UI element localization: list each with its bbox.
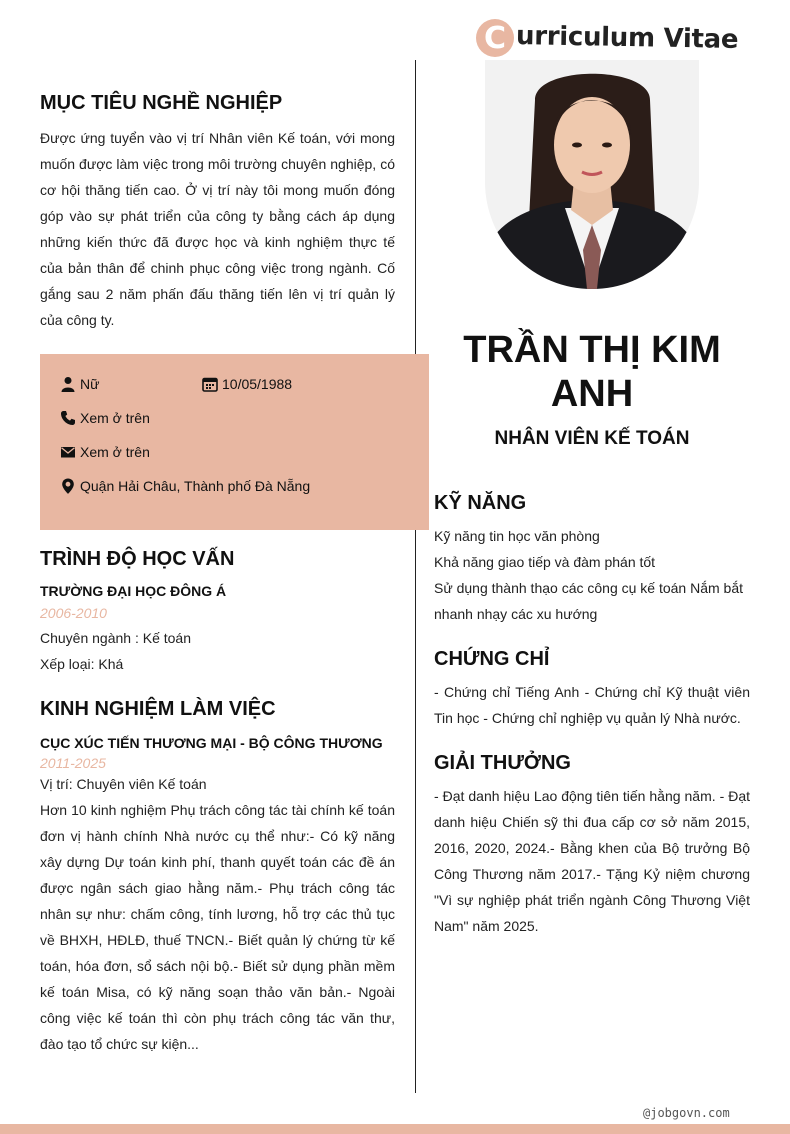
education-title: TRÌNH ĐỘ HỌC VẤN (40, 548, 235, 570)
experience-title: KINH NGHIỆM LÀM VIỆC (40, 698, 276, 720)
skills-title: KỸ NĂNG (434, 492, 527, 514)
email-row (60, 444, 150, 460)
cv-logo (476, 16, 738, 60)
objective-text: Được ứng tuyển vào vị trí Nhân viên Kế toán, với mong muốn được làm việc trong môi trường chuyên nghiệp, có cơ hội thăng tiến cao. Ở vị trí này tôi mong muốn đóng góp vào sự phát triển của công ty bằng cách áp dụng những kiến thức đã được học và kinh nghiệm thực tế của bản thân để chinh phục công việc trong ngành. Cố gắng sau 2 năm phấn đấu thăng tiến lên vị trí quản lý của công ty. (40, 130, 395, 328)
address-value: Quận Hải Châu, Thành phố Đà Nẵng (80, 478, 311, 494)
user-icon (60, 376, 76, 392)
gender-value: Nữ (80, 376, 100, 392)
education-major: Chuyên ngành : Kế toán (40, 630, 192, 646)
experience-position: Vị trí: Chuyên viên Kế toán (40, 776, 207, 792)
mail-icon (60, 444, 76, 460)
footer-bar (0, 1124, 790, 1134)
logo-letter: C (476, 19, 514, 57)
awards-text: - Đạt danh hiệu Lao động tiên tiến hằng năm. - Đạt danh hiệu Chiến sỹ thi đua cấp cơ sở năm 2015, 2016, 2020, 2024.- Bằng khen của Bộ trưởng Bộ Công Thương năm 2017.- Tặng Kỷ niệm chương "Vì sự nghiệp phát triển ngành Công Thương Việt Nam" năm 2025. (434, 788, 750, 934)
footer-credit: @jobgovn.com (643, 1106, 730, 1120)
education-period: 2006-2010 (40, 605, 107, 621)
skills-section (434, 492, 750, 627)
education-section (40, 548, 395, 677)
skill-item: Sử dụng thành thạo các công cụ kế toán Nắm bắt nhanh nhạy các xu hướng (434, 580, 744, 622)
phone-value: Xem ở trên (80, 410, 150, 426)
candidate-role: NHÂN VIÊN KẾ TOÁN (494, 428, 690, 449)
gender-row (60, 376, 99, 392)
education-grade: Xếp loại: Khá (40, 656, 124, 672)
contact-box (40, 354, 429, 530)
skills-list (434, 523, 750, 627)
skill-item: Kỹ năng tin học văn phòng (434, 528, 600, 544)
certificates-text: - Chứng chỉ Tiếng Anh - Chứng chỉ Kỹ thuật viên Tin học - Chứng chỉ nghiệp vụ quản lý Nhà nước. (434, 684, 750, 726)
phone-row (60, 410, 150, 426)
candidate-name: TRẦN THỊ KIM ANH (463, 329, 721, 415)
birthday-value: 10/05/1988 (222, 376, 293, 392)
awards-title: GIẢI THƯỞNG (434, 752, 571, 774)
logo-text: urriculum Vitae (515, 21, 739, 55)
location-pin-icon (60, 478, 76, 494)
phone-icon (60, 410, 76, 426)
certificates-title: CHỨNG CHỈ (434, 648, 550, 670)
experience-section (40, 698, 395, 1057)
profile-photo (485, 60, 699, 289)
skill-item: Khả năng giao tiếp và đàm phán tốt (434, 554, 656, 570)
experience-period: 2011-2025 (40, 755, 106, 771)
objective-title: MỤC TIÊU NGHỀ NGHIỆP (40, 92, 283, 114)
certificates-section (434, 648, 750, 731)
calendar-icon (202, 376, 218, 392)
column-divider (415, 60, 416, 1093)
experience-description: Hơn 10 kinh nghiệm Phụ trách công tác tài chính kế toán đơn vị hành chính Nhà nước cụ thể như:- Có kỹ năng xây dựng Dự toán kinh phí, thanh quyết toán các đề án được ngân sách giao hằng năm.- Phụ trách công tác nhân sự như: chấm công, tính lương, hỗ trợ các thủ tục về BHXH, HĐLĐ, thuế TNCN.- Biết quản lý chứng từ kế toán, hóa đơn, sổ sách nội bộ.- Biết sử dụng phần mềm kế toán Misa, có kỹ năng soạn thảo văn bản.- Ngoài công việc kế toán thì còn phụ trách công tác văn thư, đào tạo tổ chức sự kiện... (40, 802, 395, 1052)
email-value: Xem ở trên (80, 444, 150, 460)
objective-section (40, 92, 395, 333)
company-name: CỤC XÚC TIẾN THƯƠNG MẠI - BỘ CÔNG THƯƠNG (40, 735, 383, 751)
birthday-row (202, 376, 292, 392)
awards-section (434, 752, 750, 939)
address-row (60, 478, 310, 494)
school-name: TRƯỜNG ĐẠI HỌC ĐÔNG Á (40, 583, 227, 599)
